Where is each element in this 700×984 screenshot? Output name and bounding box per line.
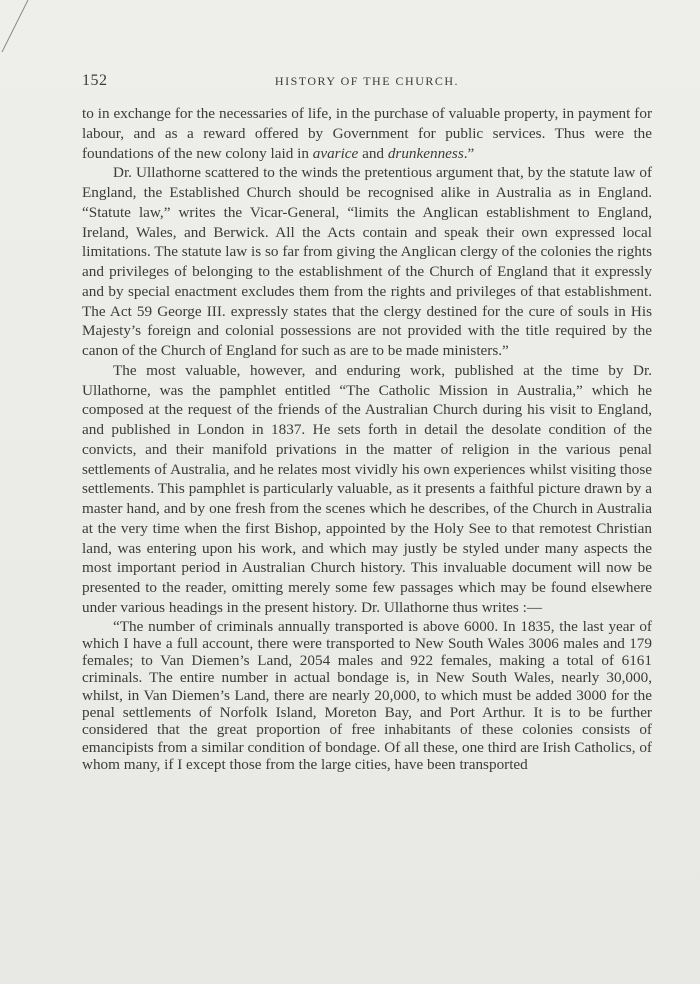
block-quote: “The number of criminals annually transported is above 6000. In 1835, the last year of which I have a full account, there were transported to New South Wales 3006 males and 179 females; to Van Diemen’s Land, 2054 males and 922 females, making a total of 6161 criminals. The entire number in actual bondage is, in New South Wales, nearly 30,000, whilst, in Van Diemen’s Land, there are nearly 20,000, to which must be added 3000 for the penal settlements of Norfolk Island, Moreton Bay, and Port Arthur. It is to be further considered that the great proportion of free inhabitants of these colonies consists of emancipists from a similar condition of bondage. Of all these, one third are Irish Catholics, of whom many, if I except those from the large cities, have been transported <box>82 617 652 773</box>
page-header <box>82 72 652 94</box>
paragraph-statute-law: Dr. Ullathorne scattered to the winds the pretentious argument that, by the statute law of England, the Established Church should be recognised alike in Australia as in England. “Statute law,” writes the Vicar-General, “limits the Anglican establishment to England, Ireland, Wales, and Berwick. All the Acts contain and speak their own expressed local limitations. The statute law is so far from giving the Anglican clergy of the colonies the rights and privileges of belonging to the establishment of the Church of England that it expressly and by special enactment excludes them from the rights and privileges of that establishment. The Act 59 George III. expressly states that the clergy destined for the cure of souls in His Majesty’s foreign and colonial possessions are not provided with the title required by the canon of the Church of England for such as are to be made ministers.” <box>82 164 652 359</box>
emphasis-drunkenness: drunkenness <box>387 144 464 162</box>
emphasis-avarice: avarice <box>312 144 359 162</box>
paragraph-pamphlet: The most valuable, however, and enduring work, published at the time by Dr. Ullathorne, was the pamphlet entitled “The Catholic Mission in Australia,” which he composed at the request of the friends of the Australian Church during his visit to England, and published in London in 1837. He sets forth in detail the desolate condition of the convicts, and their manifold privations in the matter of religion in the various penal settlements of Australia, and he relates most vividly his own experiences whilst visiting those settlements. This pamphlet is particularly valuable, as it presents a faithful picture drawn by a master hand, and by one fresh from the scenes which he describes, of the Church in Australia at the very time when the first Bishop, appointed by the Holy See to that remotest Christian land, was entering upon his work, and which may justly be styled under many aspects the most important period in Australian Church history. This invaluable document will now be presented to the reader, omitting merely some few passages which may be found elsewhere under various headings in the present history. Dr. Ullathorne thus writes :— <box>82 361 652 616</box>
running-title: HISTORY OF THE CHURCH. <box>274 74 460 88</box>
paragraph-text: .” <box>463 144 475 162</box>
paragraph-continuation <box>82 104 652 163</box>
folded-corner-mark <box>0 0 60 60</box>
page-number: 152 <box>82 72 108 89</box>
page-body <box>82 104 652 773</box>
paragraph-text: and <box>358 144 388 162</box>
paragraph-text: to in exchange for the necessaries of life, in the purchase of valuable property, in payment for labour, and as a reward offered by Government for public services. Thus were the foundations of the new colony laid in <box>82 105 652 162</box>
